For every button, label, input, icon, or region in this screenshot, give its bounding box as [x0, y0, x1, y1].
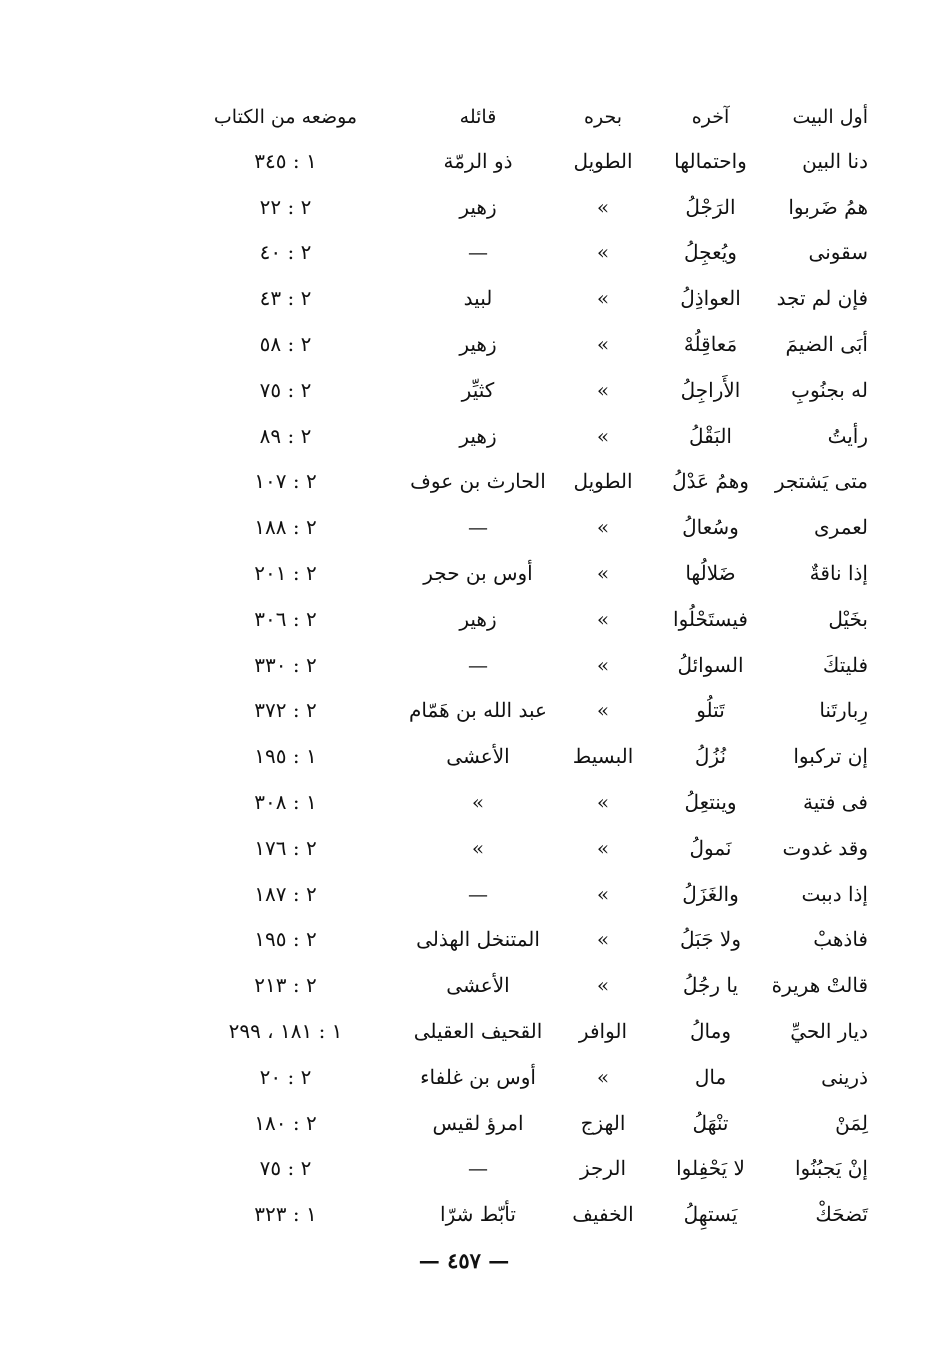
- last-word-cell: ومالُ: [690, 1019, 731, 1044]
- meter-cell: الطويل: [573, 148, 633, 173]
- poet-cell: تأبّط شرّا: [440, 1202, 516, 1227]
- poet-cell: امرؤ لقيس: [432, 1110, 524, 1135]
- table-row: [168, 642, 868, 688]
- last-word-cell: السوائلُ: [677, 652, 744, 677]
- first-line-cell: بخَيْل: [828, 606, 868, 631]
- meter-cell: »: [596, 927, 610, 952]
- table-row: [168, 825, 868, 871]
- last-word-cell: نَمولُ: [689, 835, 732, 860]
- header-first-line: أول البيت: [792, 106, 868, 128]
- last-word-cell: وينتعِلُ: [684, 790, 737, 815]
- last-word-cell: ولا جَبَلُ: [680, 927, 741, 952]
- last-word-cell: فيستَحْلُوا: [673, 606, 748, 631]
- location-cell: ٢ : ٣٠٦: [254, 606, 317, 631]
- poet-cell: المتنخل الهذلى: [416, 927, 540, 952]
- poet-cell: —: [468, 881, 488, 906]
- first-line-cell: تَضحَكْ: [815, 1202, 868, 1227]
- location-cell: ٢ : ٥٨: [259, 332, 312, 357]
- location-cell: ١ : ١٨١ ، ٢٩٩: [228, 1019, 343, 1044]
- poet-cell: زهير: [459, 194, 497, 219]
- first-line-cell: وقد غدوت: [782, 835, 868, 860]
- table-row: [168, 596, 868, 642]
- table-row: [168, 1100, 868, 1146]
- first-line-cell: قالتْ هريرة: [771, 973, 868, 998]
- last-word-cell: العواذِلُ: [680, 286, 741, 311]
- meter-cell: »: [596, 606, 610, 631]
- meter-cell: »: [596, 1064, 610, 1089]
- table-row: [168, 413, 868, 459]
- location-cell: ٢ : ٣٣٠: [254, 652, 317, 677]
- first-line-cell: دنا البين: [802, 148, 868, 173]
- first-line-cell: همُ ضَربوا: [788, 194, 868, 219]
- poet-cell: القحيف العقيلى: [413, 1019, 543, 1044]
- location-cell: ٢ : ٢٠١: [254, 561, 317, 586]
- first-line-cell: أبَى الضيمَ: [785, 332, 868, 357]
- table-row: [168, 1054, 868, 1100]
- last-word-cell: ضَلالُها: [685, 561, 736, 586]
- meter-cell: »: [596, 790, 610, 815]
- meter-cell: »: [596, 652, 610, 677]
- location-cell: ٢ : ٤٣: [259, 286, 312, 311]
- last-word-cell: البَقْلُ: [689, 423, 732, 448]
- last-word-cell: واحتمالها: [674, 148, 747, 173]
- table-row: [168, 733, 868, 779]
- meter-cell: »: [596, 561, 610, 586]
- meter-cell: »: [596, 286, 610, 311]
- last-word-cell: الأَراجِلُ: [680, 377, 741, 402]
- last-word-cell: الرَجْلُ: [685, 194, 736, 219]
- location-cell: ١ : ٣٢٣: [254, 1202, 317, 1227]
- first-line-cell: متى يَشتجر: [774, 469, 868, 494]
- meter-cell: الخفيف: [572, 1202, 634, 1227]
- meter-cell: الطويل: [573, 469, 633, 494]
- poet-cell: —: [468, 1156, 488, 1181]
- first-line-cell: سقونى: [808, 240, 868, 265]
- table-row: [168, 184, 868, 230]
- poet-cell: عبد الله بن هَمّام: [409, 698, 547, 723]
- poet-cell: أوس بن غلفاء: [420, 1064, 536, 1089]
- meter-cell: »: [596, 881, 610, 906]
- table-row: [168, 1191, 868, 1237]
- first-line-cell: إذا دببت: [801, 881, 868, 906]
- meter-cell: »: [596, 332, 610, 357]
- poet-cell: —: [468, 240, 488, 265]
- location-cell: ٢ : ٤٠: [259, 240, 312, 265]
- location-cell: ٢ : ١٨٠: [254, 1110, 317, 1135]
- meter-cell: الهزج: [580, 1110, 626, 1135]
- table-row: [168, 1008, 868, 1054]
- table-row: [168, 459, 868, 505]
- table-row: [168, 1146, 868, 1192]
- first-line-cell: لعمرى: [814, 515, 868, 540]
- location-cell: ٢ : ١٨٨: [254, 515, 317, 540]
- header-poet: قائله: [459, 106, 497, 128]
- meter-cell: »: [596, 698, 610, 723]
- location-cell: ٢ : ٢٢: [259, 194, 312, 219]
- first-line-cell: رأيتُ: [827, 423, 868, 448]
- table-row: [168, 688, 868, 734]
- table-row: [168, 550, 868, 596]
- poet-cell: —: [468, 652, 488, 677]
- meter-cell: »: [596, 240, 610, 265]
- location-cell: ٢ : ٢١٣: [254, 973, 317, 998]
- location-cell: ٢ : ٧٥: [259, 377, 312, 402]
- poet-cell: الأعشى: [446, 973, 510, 998]
- location-cell: ١ : ٣٠٨: [254, 790, 317, 815]
- last-word-cell: مَعاقِلُهْ: [683, 332, 738, 357]
- first-line-cell: ديار الحيِّ: [790, 1019, 868, 1044]
- location-cell: ٢ : ٣٧٢: [254, 698, 317, 723]
- meter-cell: »: [596, 973, 610, 998]
- meter-cell: »: [596, 835, 610, 860]
- meter-cell: »: [596, 377, 610, 402]
- location-cell: ١ : ١٩٥: [254, 744, 317, 769]
- table-row: [168, 917, 868, 963]
- location-cell: ٢ : ٨٩: [259, 423, 312, 448]
- last-word-cell: تَتلُو: [696, 698, 725, 723]
- first-line-cell: فى فتية: [803, 790, 868, 815]
- first-line-cell: فاذهبْ: [813, 927, 868, 952]
- table-row: [168, 321, 868, 367]
- table-row: [168, 230, 868, 276]
- poet-cell: أوس بن حجر: [423, 561, 533, 586]
- location-cell: ٢ : ١٩٥: [254, 927, 317, 952]
- first-line-cell: إنْ يَجبُنُوا: [794, 1156, 868, 1181]
- last-word-cell: نُزُلُ: [694, 744, 727, 769]
- meter-cell: البسيط: [572, 744, 634, 769]
- last-word-cell: وهمُ عَدْلُ: [672, 469, 749, 494]
- meter-cell: الوافر: [578, 1019, 628, 1044]
- table-row: [168, 367, 868, 413]
- location-cell: ٢ : ٧٥: [259, 1156, 312, 1181]
- meter-cell: الرجز: [579, 1156, 627, 1181]
- last-word-cell: تنْهَلُ: [692, 1110, 729, 1135]
- first-line-cell: رِبارتَنا: [819, 698, 868, 723]
- poet-cell: زهير: [459, 606, 497, 631]
- header-location: موضعه من الكتاب: [213, 106, 358, 128]
- first-line-cell: إذا ناقةٌ: [809, 561, 868, 586]
- header-meter: بحره: [584, 106, 622, 128]
- first-line-cell: إن تركبوا: [793, 744, 868, 769]
- meter-cell: »: [596, 423, 610, 448]
- poet-cell: زهير: [459, 423, 497, 448]
- poet-cell: الأعشى: [446, 744, 510, 769]
- poet-cell: زهير: [459, 332, 497, 357]
- page-number: — ٤٥٧ —: [418, 1248, 510, 1273]
- table-row: [168, 504, 868, 550]
- location-cell: ٢ : ١٠٧: [254, 469, 317, 494]
- last-word-cell: يا رجُلُ: [682, 973, 739, 998]
- last-word-cell: مال: [694, 1064, 727, 1089]
- meter-cell: »: [596, 515, 610, 540]
- last-word-cell: يَستهِلُ: [683, 1202, 738, 1227]
- location-cell: ٢ : ١٨٧: [254, 881, 317, 906]
- verse-index-table: [168, 96, 868, 1237]
- location-cell: ١ : ٣٤٥: [254, 148, 317, 173]
- first-line-cell: ذرينى: [821, 1064, 868, 1089]
- poet-cell: »: [471, 835, 485, 860]
- table-body: [168, 138, 868, 1237]
- table-row: [168, 871, 868, 917]
- first-line-cell: لِمَنْ: [835, 1110, 868, 1135]
- poet-cell: ذو الرمّة: [443, 148, 513, 173]
- poet-cell: لبيد: [463, 286, 493, 311]
- meter-cell: »: [596, 194, 610, 219]
- table-row: [168, 962, 868, 1008]
- first-line-cell: فإن لم تجد: [776, 286, 868, 311]
- last-word-cell: ويُعجِلُ: [684, 240, 737, 265]
- last-word-cell: وسُعالُ: [682, 515, 739, 540]
- table-row: [168, 779, 868, 825]
- poet-cell: الحارث بن عوف: [410, 469, 546, 494]
- table-row: [168, 138, 868, 184]
- first-line-cell: فليتكَ: [822, 652, 868, 677]
- last-word-cell: والغَزَلُ: [682, 881, 739, 906]
- header-last-word: آخره: [691, 106, 730, 128]
- last-word-cell: لا يَحْفِلوا: [676, 1156, 745, 1181]
- location-cell: ٢ : ٢٠: [259, 1064, 312, 1089]
- header-row: [168, 96, 868, 138]
- first-line-cell: له بجنُوبِ: [791, 377, 868, 402]
- poet-cell: —: [468, 515, 488, 540]
- location-cell: ٢ : ١٧٦: [254, 835, 317, 860]
- poet-cell: كثيِّر: [461, 377, 495, 402]
- table-row: [168, 275, 868, 321]
- poet-cell: »: [471, 790, 485, 815]
